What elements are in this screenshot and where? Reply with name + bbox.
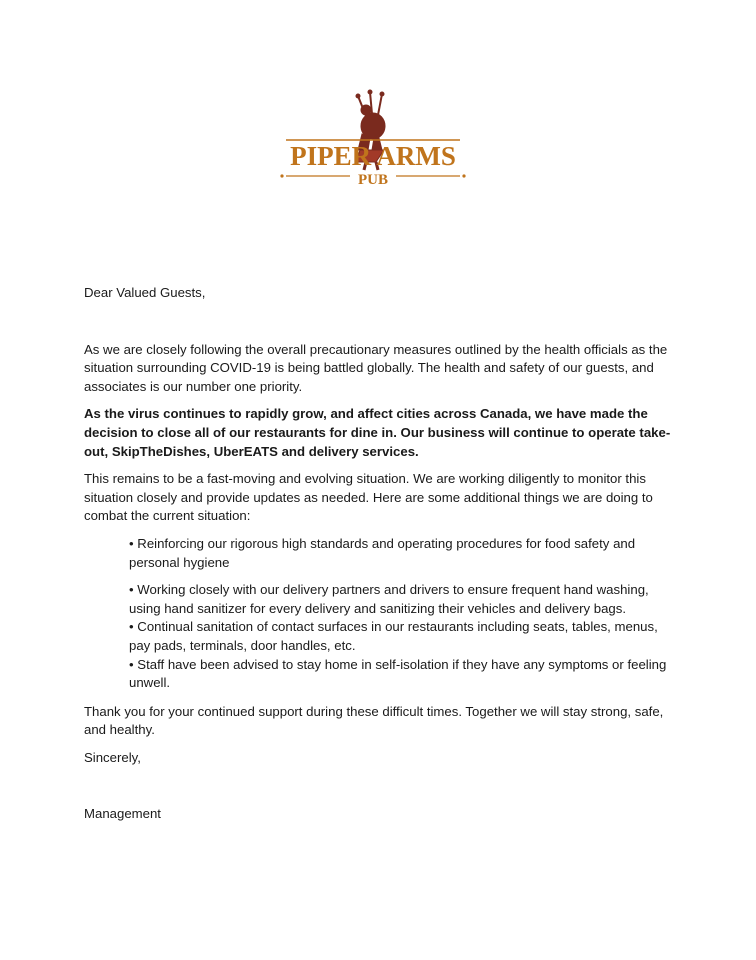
list-item-text: Staff have been advised to stay home in self-isolation if they have any symptoms or feeling unwell. xyxy=(129,656,667,691)
brand-subtitle: PUB xyxy=(358,172,388,188)
greeting: Dear Valued Guests, xyxy=(84,285,206,300)
piper-arms-logo xyxy=(278,88,468,192)
bullet-icon: • xyxy=(129,619,134,635)
signature: Management xyxy=(84,806,161,822)
list-item xyxy=(129,656,674,693)
sign-off: Sincerely, xyxy=(84,749,141,765)
bullet-icon: • xyxy=(129,656,134,672)
letter-body xyxy=(84,284,674,824)
list-item xyxy=(129,535,674,572)
bullet-icon: • xyxy=(129,535,134,551)
brand-name: PIPER ARMS xyxy=(290,141,456,171)
bagpiper-emblem-icon xyxy=(278,88,468,192)
measures-list xyxy=(84,535,674,693)
closure-announcement: As the virus continues to rapidly grow, and affect cities across Canada, we have made the decision to close all of our restaurants for dine in. Our business will continue to operate take-out, SkipTheDishes, UberEATS and delivery services. xyxy=(84,406,671,459)
list-item-text: Continual sanitation of contact surfaces in our restaurants including seats, tables, menus, pay pads, terminals, door handles, etc. xyxy=(129,619,658,653)
bullet-icon: • xyxy=(129,582,134,598)
list-item-text: Reinforcing our rigorous high standards and operating procedures for food safety and personal hygiene xyxy=(129,535,636,570)
intro-paragraph: As we are closely following the overall precautionary measures outlined by the health officials as the situation surrounding COVID-19 is being battled globally. The health and safety of our guests, and associates is our number one priority. xyxy=(84,341,668,394)
list-item-text: Working closely with our delivery partners and drivers to ensure frequent hand washing, using hand sanitizer for every delivery and sanitizing their vehicles and delivery bags. xyxy=(129,582,649,616)
situation-paragraph: This remains to be a fast-moving and evolving situation. We are working diligently to monitor this situation closely and provide updates as needed. Here are some additional things we are doing to combat the current situation: xyxy=(84,471,653,524)
list-item xyxy=(129,581,674,618)
closing-paragraph: Thank you for your continued support during these difficult times. Together we will stay strong, safe, and healthy. xyxy=(84,703,664,738)
list-item xyxy=(129,618,674,655)
